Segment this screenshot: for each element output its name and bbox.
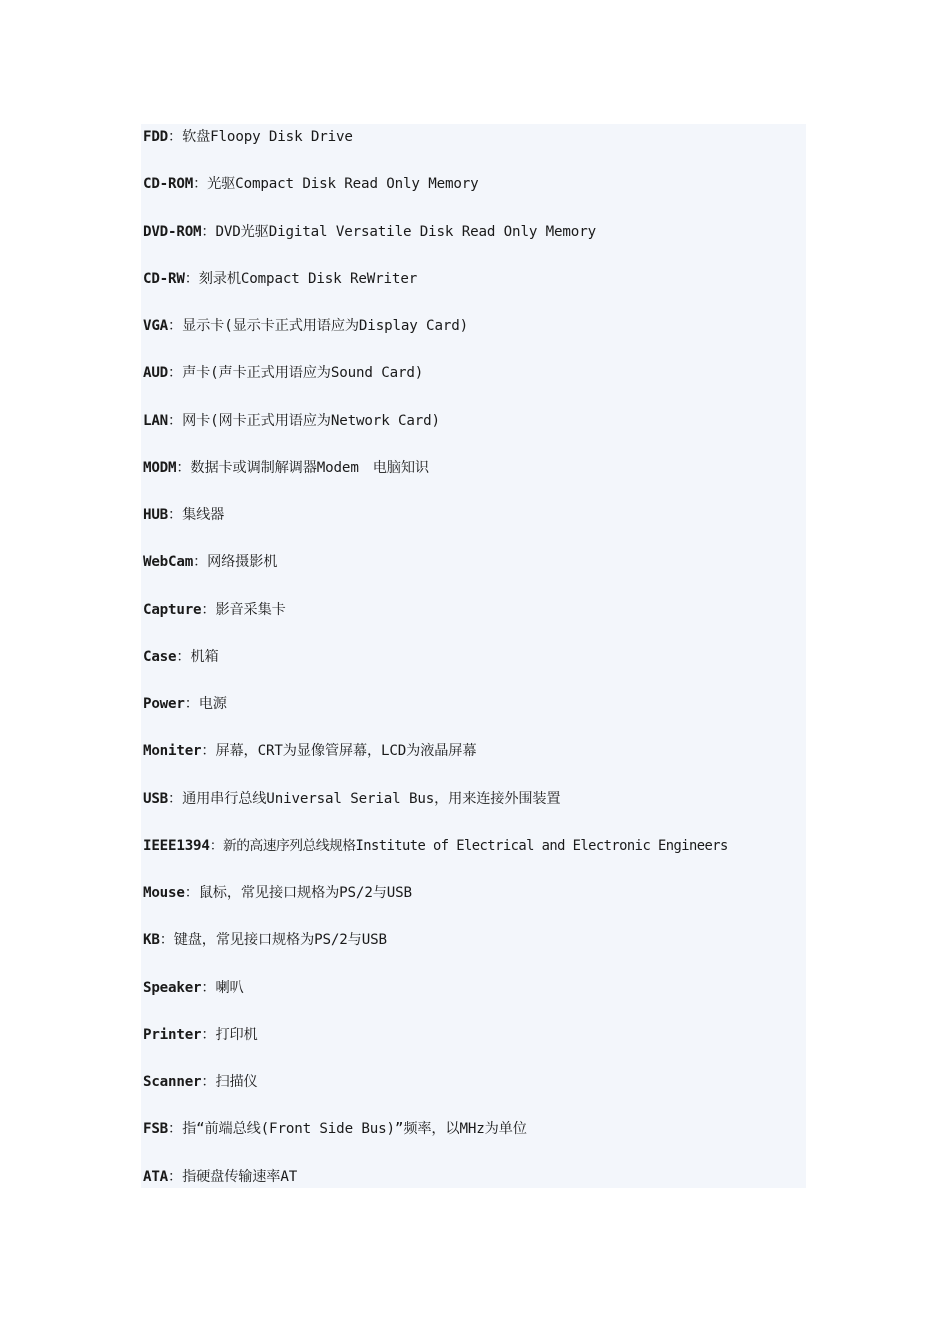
glossary-term: IEEE1394 [143,837,210,854]
glossary-entry [143,646,803,693]
glossary-entry [143,977,803,1024]
glossary-definition: 打印机 [215,1026,258,1043]
glossary-term: Moniter [143,743,202,760]
glossary-definition: 数据卡或调制解调器Modem 电脑知识 [190,459,429,476]
glossary-term: Power [143,696,185,712]
glossary-term: Scanner [143,1074,202,1090]
glossary-term: FDD [143,129,169,145]
glossary-entry [143,788,803,835]
glossary-definition: 网卡(网卡正式用语应为Network Card) [182,412,440,429]
glossary-entry [143,693,803,740]
glossary-definition: 新的高速序列总线规格Institute of Electrical and Electronic Engineers [222,837,728,854]
term-separator: ： [201,743,216,760]
term-separator: ： [184,270,199,287]
term-separator: ： [168,1168,183,1185]
glossary-definition: 扫描仪 [215,1074,258,1090]
term-separator: ： [201,1074,216,1090]
glossary-entry [143,599,803,646]
glossary-term: AUD [143,365,169,382]
glossary-entry [143,882,803,929]
term-separator: ： [201,601,216,618]
glossary-list [143,126,803,1213]
glossary-entry [143,268,803,315]
glossary-term: DVD-ROM [143,223,202,240]
glossary-term: WebCam [143,554,194,571]
term-separator: ： [193,176,208,193]
glossary-definition: 机箱 [190,648,219,665]
glossary-definition: 显示卡(显示卡正式用语应为Display Card) [182,318,469,334]
glossary-definition: 影音采集卡 [215,601,286,618]
glossary-entry [143,929,803,976]
glossary-entry [143,504,803,551]
glossary-definition: 软盘Floopy Disk Drive [182,129,353,145]
glossary-definition: DVD光驱Digital Versatile Disk Read Only Memory [215,223,596,240]
glossary-entry [143,1024,803,1071]
term-separator: ： [209,837,223,854]
glossary-entry [143,221,803,268]
glossary-term: CD-ROM [143,176,194,193]
glossary-term: HUB [143,507,169,523]
glossary-entry [143,1166,803,1213]
glossary-entry [143,1071,803,1118]
glossary-term: Printer [143,1026,202,1043]
glossary-definition: 集线器 [182,507,225,523]
glossary-term: VGA [143,318,169,334]
glossary-entry [143,410,803,457]
glossary-term: Speaker [143,979,202,996]
term-separator: ： [193,554,208,571]
glossary-term: CD-RW [143,270,185,287]
glossary-entry [143,1118,803,1165]
glossary-definition: 屏幕，CRT为显像管屏幕，LCD为液晶屏幕 [215,743,477,760]
glossary-definition: 指“前端总线(Front Side Bus)”频率，以MHz为单位 [182,1121,527,1138]
glossary-term: FSB [143,1121,169,1138]
glossary-term: USB [143,790,169,807]
term-separator: ： [168,507,183,523]
glossary-entry [143,362,803,409]
term-separator: ： [168,412,183,429]
glossary-term: Mouse [143,885,185,901]
term-separator: ： [176,459,191,476]
term-separator: ： [184,696,199,712]
glossary-definition: 声卡(声卡正式用语应为Sound Card) [182,365,424,382]
term-separator: ： [201,979,216,996]
term-separator: ： [184,885,199,901]
glossary-definition: 通用串行总线Universal Serial Bus，用来连接外围装置 [182,790,561,807]
term-separator: ： [159,932,174,949]
term-separator: ： [168,318,183,334]
term-separator: ： [201,1026,216,1043]
glossary-term: LAN [143,412,169,429]
glossary-term: Capture [143,601,202,618]
glossary-entry [143,740,803,787]
glossary-term: MODM [143,459,177,476]
glossary-definition: 喇叭 [215,979,244,996]
glossary-definition: 鼠标，常见接口规格为PS/2与USB [198,885,412,901]
glossary-entry [143,173,803,220]
glossary-definition: 键盘，常见接口规格为PS/2与USB [173,932,387,949]
glossary-definition: 光驱Compact Disk Read Only Memory [207,176,479,193]
glossary-entry [143,457,803,504]
term-separator: ： [168,129,183,145]
term-separator: ： [168,1121,183,1138]
glossary-entry [143,551,803,598]
glossary-term: ATA [143,1168,169,1185]
term-separator: ： [168,365,183,382]
glossary-entry [143,315,803,362]
term-separator: ： [176,648,191,665]
glossary-definition: 指硬盘传输速率AT [182,1168,298,1185]
glossary-entry [143,835,803,882]
glossary-term: Case [143,648,177,665]
term-separator: ： [201,223,216,240]
term-separator: ： [168,790,183,807]
glossary-definition: 电源 [198,696,227,712]
glossary-term: KB [143,932,160,949]
glossary-entry [143,126,803,173]
glossary-definition: 刻录机Compact Disk ReWriter [198,270,418,287]
glossary-definition: 网络摄影机 [207,554,278,571]
